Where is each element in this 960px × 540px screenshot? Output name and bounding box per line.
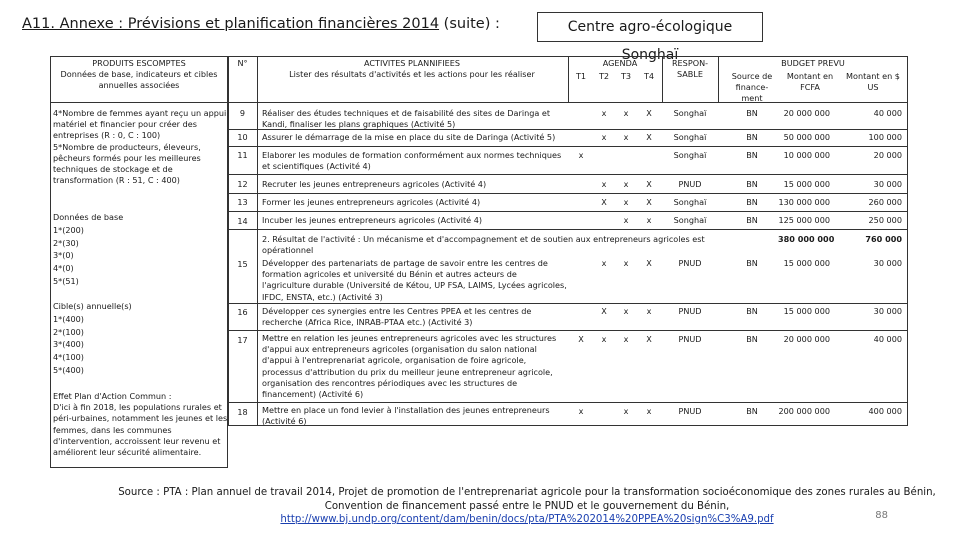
row-10-t2: x	[601, 132, 607, 142]
row-11-usd: 20 000	[873, 150, 902, 160]
row-12-t2: x	[601, 179, 607, 189]
left-block-indicators: 4*Nombre de femmes ayant reçu un appui matériel et financier pour créer des entreprises (R : 0, C : 100) 5*Nombre de producteurs, éleveurs, pêcheurs formés pour les meilleures techniques de stockage et de transformation (R : 51, C : 400)	[53, 108, 227, 186]
source-citation	[112, 486, 942, 527]
row-17-t4: X	[646, 334, 652, 344]
row-9-activity: Réaliser des études techniques et de faisabilité des sites de Daringa et Kandi, finaliser les plans graphiques (Activité 5)	[262, 108, 551, 130]
row-12-source: BN	[746, 179, 758, 189]
row-16-fcfa: 15 000 000	[783, 306, 830, 316]
row-12-t3: x	[623, 179, 629, 189]
row-9-fcfa: 20 000 000	[783, 108, 830, 118]
title-suffix: (suite) :	[443, 16, 500, 32]
row-11-source: BN	[746, 150, 758, 160]
row-11-t1: x	[578, 150, 584, 160]
row-15-fcfa: 15 000 000	[783, 258, 830, 268]
row-13-resp: Songhaï	[673, 197, 707, 207]
row-9-usd: 40 000	[873, 108, 902, 118]
row-14-t4: x	[646, 215, 652, 225]
row-10-fcfa: 50 000 000	[783, 132, 830, 142]
row-divider	[228, 129, 908, 130]
row-16-activity: Développer ces synergies entre les Centres PPEA et les centres de recherche (Africa Rice, INRAB-PTAA etc.) (Activité 3)	[262, 306, 532, 328]
left-block-effect: Effet Plan d'Action Commun : D'ici à fin 2018, les populations rurales et péri-urbaines, notamment les jeunes et les femmes, dans les communes d'intervention, accroissent leur revenu et améliorent leur sécurité alimentaire.	[53, 391, 228, 458]
header-produits: PRODUITS ESCOMPTES Données de base, indicateurs et cibles annuelles associées	[60, 58, 218, 91]
row-13-source: BN	[746, 197, 758, 207]
col-divider-resp	[718, 56, 719, 103]
row-12-usd: 30 000	[873, 179, 902, 189]
organization-badge: Centre agro-écologique Songhaï	[537, 12, 763, 42]
row-15-activity: Développer des partenariats de partage de savoir entre les centres de formation agricoles et université du Bénin et autres acteurs de l'agriculture durable (Université de Kétou, UP FSA, LAIMS, Lycées agricoles, IFDC, ENSTA, etc.) (Activité 3)	[262, 258, 567, 302]
header-budget: BUDGET PREVU	[781, 58, 845, 68]
row-11-fcfa: 10 000 000	[783, 150, 830, 160]
row-17-t2: x	[601, 334, 607, 344]
row-9-t4: X	[646, 108, 652, 118]
row-17-source: BN	[746, 334, 758, 344]
row-11-num: 11	[237, 150, 248, 160]
page-number: 88	[875, 510, 888, 521]
row-17-activity: Mettre en relation les jeunes entrepreneurs agricoles avec les structures d'appui aux entrepreneurs agricoles (organisation du salon national d'appui à l'entreprenariat agricole, organisation de foire agricole, processus d'attribution du prix du meilleur jeune entrepreneur agricole, organisation des rencontres périodiques avec les structures de financement) (Activité 6)	[262, 333, 557, 400]
row-13-t3: x	[623, 197, 629, 207]
title-main: A11. Annexe : Prévisions et planification financières 2014	[22, 16, 440, 32]
row-divider	[228, 303, 908, 304]
row-13-activity: Former les jeunes entrepreneurs agricoles (Activité 4)	[262, 197, 481, 207]
row-17-resp: PNUD	[678, 334, 702, 344]
row-15-t4: X	[646, 258, 652, 268]
row-divider	[228, 211, 908, 212]
row-16-t2: X	[601, 306, 607, 316]
row-15-resp: PNUD	[678, 258, 702, 268]
row-16-resp: PNUD	[678, 306, 702, 316]
row-18-num: 18	[237, 407, 248, 417]
result-2-title: 2. Résultat de l'activité : Un mécanisme et d'accompagnement et de soutien aux entrepreneurs agricoles est opérationnel	[262, 234, 705, 256]
row-14-source: BN	[746, 215, 758, 225]
header-t2: T2	[598, 71, 610, 81]
row-divider	[228, 402, 908, 403]
row-16-usd: 30 000	[873, 306, 902, 316]
row-10-usd: 100 000	[868, 132, 902, 142]
source-text: Source : PTA : Plan annuel de travail 2014, Projet de promotion de l'entreprenariat agricole pour la transformation socioéconomique des zones rurales au Bénin, Convention de financement passé entre le PNUD et le gouvernement du Bénin,	[118, 487, 936, 512]
source-link[interactable]: http://www.bj.undp.org/content/dam/benin/docs/pta/PTA%202014%20PPEA%20sign%C3%A9.pdf	[280, 514, 774, 525]
header-activites: ACTIVITES PLANNIFIEES Lister des résultats d'activités et les actions pour les réaliser	[289, 58, 535, 80]
row-10-activity: Assurer le démarrage de la mise en place du site de Daringa (Activité 5)	[262, 132, 556, 142]
row-9-source: BN	[746, 108, 758, 118]
row-10-t3: x	[623, 132, 629, 142]
row-10-resp: Songhaï	[673, 132, 707, 142]
row-15-t3: x	[623, 258, 629, 268]
row-17-t3: x	[623, 334, 629, 344]
row-14-resp: Songhaï	[673, 215, 707, 225]
row-17-num: 17	[237, 335, 248, 345]
col-divider-num	[257, 56, 258, 426]
row-divider	[228, 330, 908, 331]
row-divider	[228, 193, 908, 194]
row-9-t2: x	[601, 108, 607, 118]
left-block-targets: Cible(s) annuelle(s) 1*(400) 2*(100) 3*(400) 4*(100) 5*(400)	[53, 301, 132, 375]
row-16-num: 16	[237, 307, 248, 317]
row-16-t3: x	[623, 306, 629, 316]
row-14-t3: x	[623, 215, 629, 225]
header-t3: T3	[620, 71, 632, 81]
header-montant-fcfa: Montant en FCFA	[786, 71, 834, 93]
row-14-num: 14	[237, 216, 248, 226]
row-11-resp: Songhaï	[673, 150, 707, 160]
row-18-t4: x	[646, 406, 652, 416]
row-12-resp: PNUD	[678, 179, 702, 189]
row-18-source: BN	[746, 406, 758, 416]
row-divider	[228, 229, 908, 230]
row-12-t4: X	[646, 179, 652, 189]
row-14-usd: 250 000	[868, 215, 902, 225]
row-9-t3: x	[623, 108, 629, 118]
row-9-num: 9	[239, 108, 246, 118]
row-divider	[228, 174, 908, 175]
row-14-activity: Incuber les jeunes entrepreneurs agricoles (Activité 4)	[262, 215, 483, 225]
header-t1: T1	[575, 71, 587, 81]
header-t4: T4	[643, 71, 655, 81]
header-responsable: RESPON- SABLE	[671, 58, 709, 80]
row-13-num: 13	[237, 197, 248, 207]
row-18-fcfa: 200 000 000	[778, 406, 830, 416]
header-montant-usd: Montant en $ US	[846, 71, 900, 93]
row-13-t4: X	[646, 197, 652, 207]
row-10-num: 10	[237, 132, 248, 142]
left-block-baseline: Données de base 1*(200) 2*(30) 3*(0) 4*(0) 5*(51)	[53, 212, 124, 286]
row-16-t4: x	[646, 306, 652, 316]
row-15-t2: x	[601, 258, 607, 268]
row-18-t3: x	[623, 406, 629, 416]
result-2-usd: 760 000	[865, 234, 902, 244]
row-17-fcfa: 20 000 000	[783, 334, 830, 344]
row-18-t1: x	[578, 406, 584, 416]
row-18-resp: PNUD	[678, 406, 702, 416]
row-13-fcfa: 130 000 000	[778, 197, 830, 207]
col-divider-activity	[568, 56, 569, 103]
header-source: Source de finance- ment	[731, 71, 773, 104]
result-2-fcfa: 380 000 000	[778, 234, 835, 244]
row-14-fcfa: 125 000 000	[778, 215, 830, 225]
row-12-num: 12	[237, 179, 248, 189]
row-15-num: 15	[237, 259, 248, 269]
row-17-usd: 40 000	[873, 334, 902, 344]
row-10-source: BN	[746, 132, 758, 142]
row-17-t1: X	[578, 334, 584, 344]
header-num: N°	[237, 58, 248, 68]
row-15-usd: 30 000	[873, 258, 902, 268]
row-divider	[228, 146, 908, 147]
header-agenda: AGENDA	[602, 58, 638, 68]
row-12-fcfa: 15 000 000	[783, 179, 830, 189]
page-title	[22, 16, 500, 32]
left-header-divider	[50, 102, 228, 103]
row-18-activity: Mettre en place un fond levier à l'installation des jeunes entrepreneurs (Activité 6)	[262, 405, 550, 427]
row-12-activity: Recruter les jeunes entrepreneurs agricoles (Activité 4)	[262, 179, 487, 189]
row-16-source: BN	[746, 306, 758, 316]
row-9-resp: Songhaï	[673, 108, 707, 118]
row-15-source: BN	[746, 258, 758, 268]
row-11-activity: Elaborer les modules de formation conformément aux normes techniques et scientifiques (Activité 4)	[262, 150, 562, 172]
row-18-usd: 400 000	[868, 406, 902, 416]
row-13-t2: X	[601, 197, 607, 207]
row-13-usd: 260 000	[868, 197, 902, 207]
row-10-t4: X	[646, 132, 652, 142]
